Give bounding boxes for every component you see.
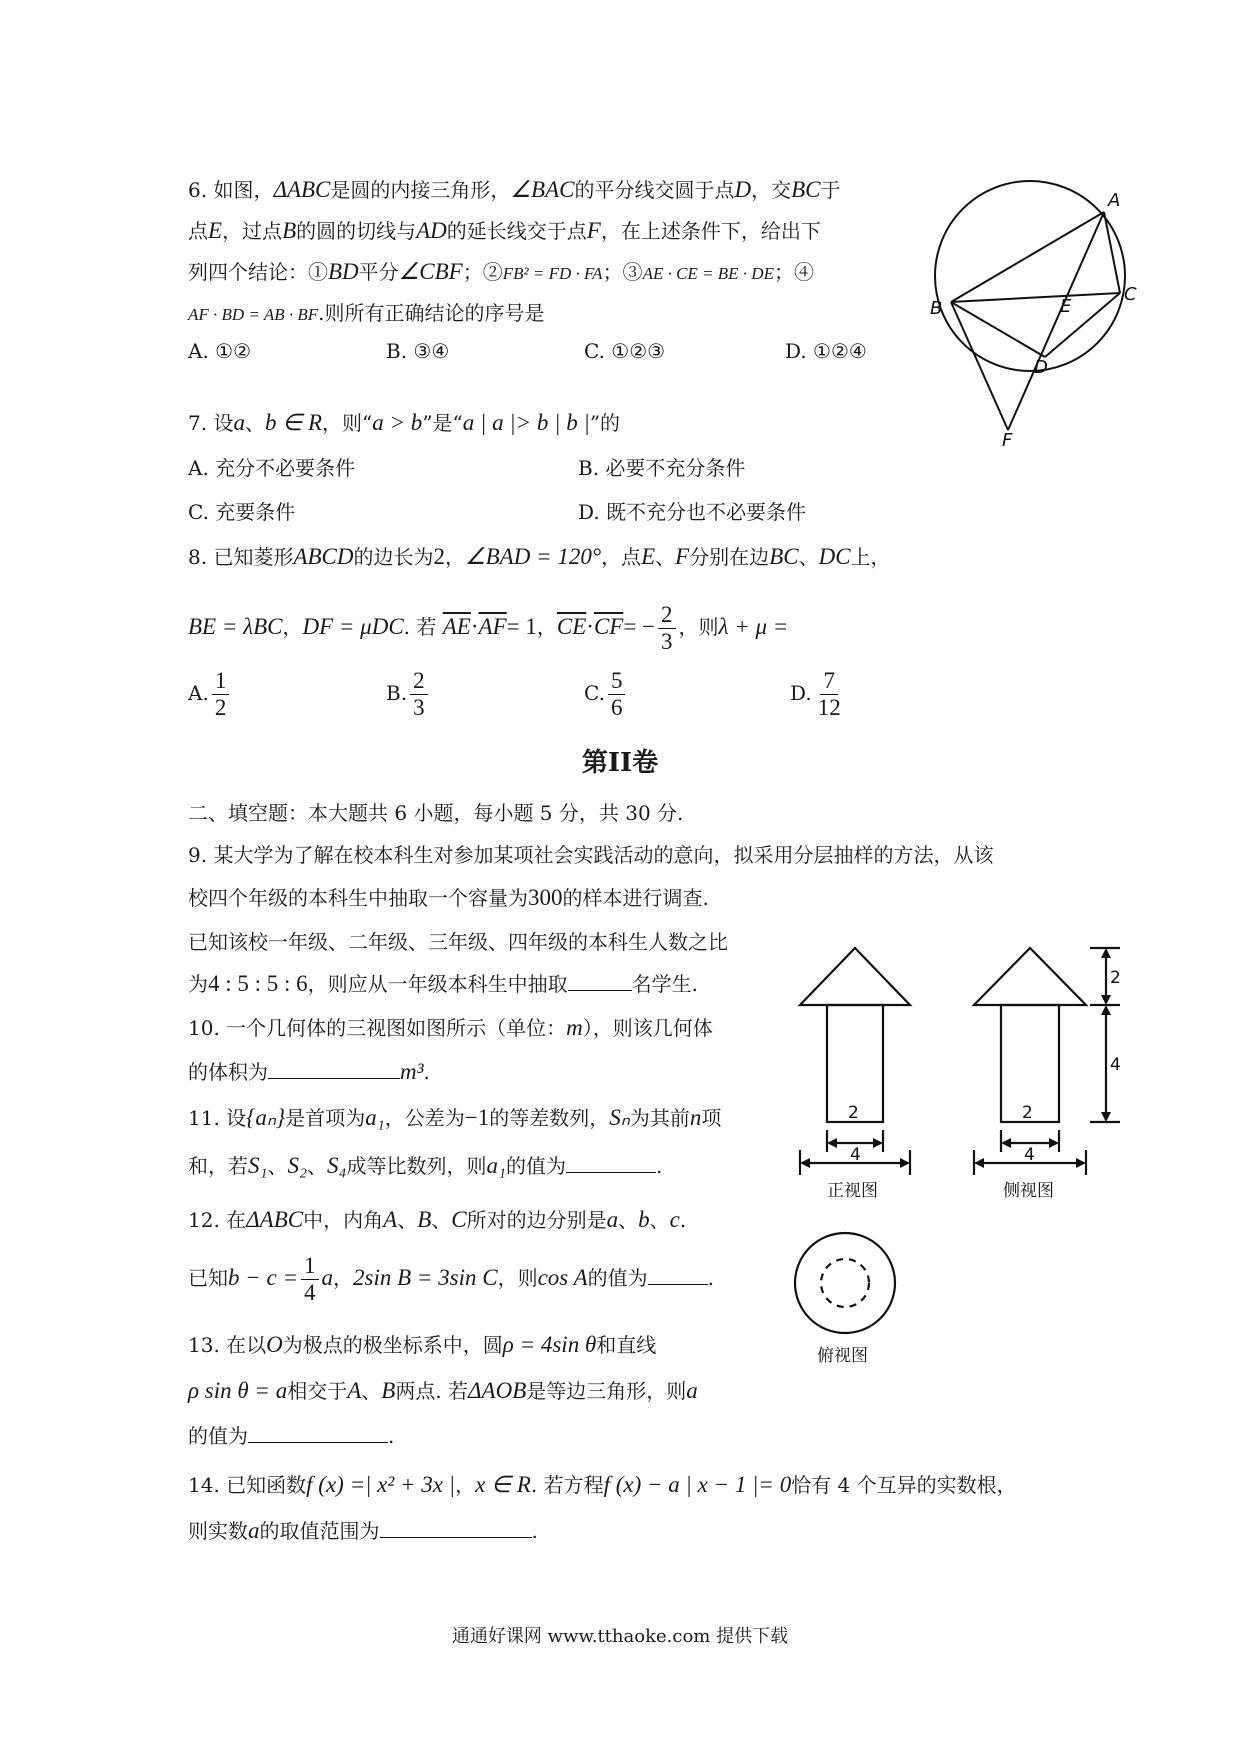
vector-ae: $\overline{AE}$ <box>442 614 471 639</box>
segment-bd <box>951 302 1045 357</box>
q8-option-c: C. $\frac{5}{6}$ <box>584 663 628 723</box>
q9-line-2: 校四个年级的本科生中抽取一个容量为300的样本进行调查. <box>188 885 709 910</box>
q13-line-3: 的值为 . <box>188 1424 395 1448</box>
point-d-label: D <box>1034 357 1048 378</box>
section-title: 第II卷 <box>581 748 659 778</box>
circle-outline <box>935 181 1125 371</box>
q13-line-2: ρ sin θ = a相交于A、B两点. 若ΔAOB是等边三角形，则a <box>188 1378 698 1403</box>
height-top-label: 2 <box>1110 968 1121 988</box>
q6-line-1: 6. 如图，ΔABC是圆的内接三角形，∠BAC的平分线交圆于点D，交BC于 <box>188 177 841 202</box>
circle-figure <box>930 180 1170 450</box>
arrow-icon <box>800 1158 810 1168</box>
q8-line-1: 8. 已知菱形ABCD的边长为2，∠BAD = 120°，点E、F分别在边BC、DC上， <box>188 544 891 569</box>
q6-option-a: A. ①② <box>188 339 252 363</box>
section-intro: 二、填空题：本大题共 6 小题，每小题 5 分，共 30 分. <box>188 801 684 825</box>
q9-line-4: 为4 : 5 : 5 : 6，则应从一年级本科生中抽取 名学生. <box>188 971 699 996</box>
q8-line-2: BE = λBC，DF = μDC. 若 $\overline{AE}\cdot\overline{AF}= 1$，$\overline{CE}\cdot\overline{CF}=$ − $\frac{2}{3}$ ，则λ + μ = <box>188 602 789 654</box>
q7-option-c: C. 充要条件 <box>188 500 296 524</box>
segment-cd <box>1045 293 1120 357</box>
arrow-icon <box>827 1138 837 1148</box>
arrow-icon <box>900 1158 910 1168</box>
side-inner-width-label: 2 <box>1022 1103 1033 1123</box>
front-view-roof <box>800 948 910 1005</box>
top-view-inner-circle <box>821 1259 869 1307</box>
segment-ab <box>951 212 1104 302</box>
q6-option-d: D. ①②④ <box>785 339 867 363</box>
arrow-icon <box>1101 948 1111 958</box>
segment-ac <box>1104 212 1120 293</box>
arrow-icon <box>1101 1005 1111 1015</box>
answer-blank-q12[interactable] <box>648 1266 708 1285</box>
arrow-icon <box>1049 1138 1059 1148</box>
front-outer-width-label: 4 <box>850 1145 861 1165</box>
q8-option-b: B. $\frac{2}{3}$ <box>386 663 431 723</box>
q8-option-a: A. $\frac{1}{2}$ <box>188 663 232 723</box>
q6-line-3: 列四个结论：①BD平分∠CBF；②FB² = FD · FA；③AE · CE = BE · DE；④ <box>188 259 814 284</box>
q8-option-d: D. $\frac{7}{12}$ <box>790 668 841 720</box>
three-views-figure <box>780 930 1140 1370</box>
q9-line-3: 已知该校一年级、二年级、三年级、四年级的本科生人数之比 <box>188 930 728 954</box>
side-outer-width-label: 4 <box>1024 1145 1035 1165</box>
q14-line-1: 14. 已知函数f (x) =| x² + 3x |，x ∈ R. 若方程f (x) − a | x − 1 |= 0恰有 4 个互异的实数根， <box>188 1472 1017 1497</box>
point-c-label: C <box>1124 284 1137 305</box>
answer-blank-q9[interactable] <box>568 972 632 991</box>
q6-option-c: C. ①②③ <box>584 339 666 363</box>
front-view-caption: 正视图 <box>827 1181 878 1201</box>
q7-stem: 7. 设a、b ∈ R，则“a > b”是“a | a |> b | b |”的 <box>188 410 621 435</box>
side-view-caption: 侧视图 <box>1003 1181 1054 1201</box>
height-bottom-label: 4 <box>1110 1055 1121 1075</box>
q11-line-2: 和，若S₁、S₂、S₄成等比数列，则a₁的值为 . <box>188 1153 663 1178</box>
q6-line-4: AF · BD = AB · BF.则所有正确结论的序号是 <box>188 301 545 325</box>
top-view-caption: 俯视图 <box>817 1346 868 1366</box>
arrow-icon <box>1101 995 1111 1005</box>
vector-cf: $\overline{CF}$ <box>593 614 624 639</box>
q7-option-b: B. 必要不充分条件 <box>578 456 746 480</box>
point-e-label: E <box>1060 296 1072 317</box>
point-f-label: F <box>1002 430 1013 450</box>
q13-line-1: 13. 在以O为极点的极坐标系中，圆ρ = 4sin θ和直线 <box>188 1332 657 1357</box>
answer-blank-q13[interactable] <box>248 1424 388 1443</box>
point-a-label: A <box>1108 190 1121 211</box>
q7-option-a: A. 充分不必要条件 <box>188 456 356 480</box>
arrow-icon <box>1076 1158 1086 1168</box>
arrow-icon <box>1001 1138 1011 1148</box>
q6-option-b: B. ③④ <box>386 339 450 363</box>
arrow-icon <box>974 1158 984 1168</box>
vector-ce: $\overline{CE}$ <box>556 614 587 639</box>
q9-line-1: 9. 某大学为了解在校本科生对参加某项社会实践活动的意向，拟采用分层抽样的方法，从该 <box>188 843 994 867</box>
q12-line-2: 已知b − c = $\frac{1}{4}$ a，2sin B = 3sin C，则cos A的值为 . <box>188 1253 714 1305</box>
q6-line-2: 点E，过点B的圆的切线与AD的延长线交于点F，在上述条件下，给出下 <box>188 218 821 243</box>
arrow-icon <box>1101 1112 1111 1122</box>
q12-line-1: 12. 在ΔABC中，内角A、B、C所对的边分别是a、b、c. <box>188 1207 687 1232</box>
segment-af <box>1008 212 1104 430</box>
q7-option-d: D. 既不充分也不必要条件 <box>578 500 807 524</box>
fraction-two-thirds: $\frac{2}{3}$ <box>658 602 676 655</box>
fraction-one-quarter: $\frac{1}{4}$ <box>301 1253 319 1306</box>
answer-blank-q10[interactable] <box>268 1060 400 1079</box>
answer-blank-q14[interactable] <box>380 1519 532 1538</box>
q10-line-2: 的体积为 m³. <box>188 1059 430 1084</box>
segment-bc <box>951 293 1120 302</box>
answer-blank-q11[interactable] <box>566 1154 656 1173</box>
arrow-icon <box>873 1138 883 1148</box>
front-inner-width-label: 2 <box>848 1103 859 1123</box>
vector-af: $\overline{AF}$ <box>478 614 507 639</box>
footer: 通通好课网 www.tthaoke.com 提供下载 <box>451 1626 789 1647</box>
q14-line-2: 则实数a的取值范围为 . <box>188 1518 538 1543</box>
point-b-label: B <box>930 298 943 319</box>
q10-line-1: 10. 一个几何体的三视图如图所示（单位：m），则该几何体 <box>188 1015 713 1040</box>
top-view-outer-circle <box>795 1233 895 1333</box>
q11-line-1: 11. 设{aₙ}是首项为a₁，公差为−1的等差数列，Sₙ为其前n项 <box>188 1105 722 1130</box>
side-view-roof <box>974 948 1086 1005</box>
